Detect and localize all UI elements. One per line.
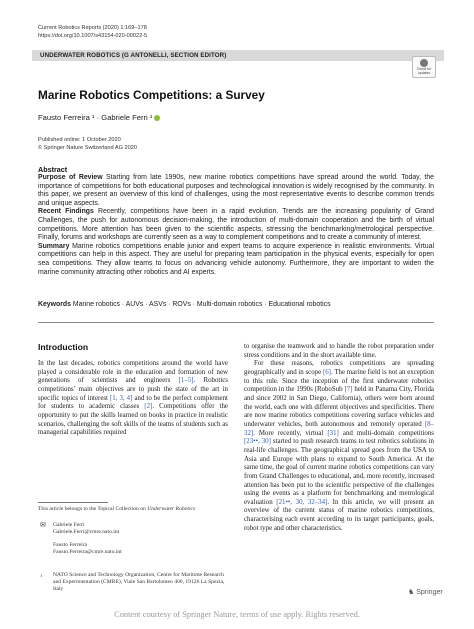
springer-logo <box>408 588 443 596</box>
section-bar <box>32 50 444 61</box>
abstract-label: Summary <box>38 242 70 250</box>
text-run: . More recently, virtual <box>253 429 328 437</box>
abstract-findings <box>38 208 434 242</box>
section-label: UNDERWATER ROBOTICS (G ANTONELLI, SECTION EDITOR) <box>40 51 227 59</box>
abstract-summary <box>38 243 434 277</box>
keywords-label: Keywords <box>38 301 71 308</box>
author-names[interactable]: Fausto Ferreira ¹ · Gabriele Ferri ¹ <box>38 113 153 122</box>
check-for-updates-badge[interactable] <box>412 56 436 78</box>
badge-line1: Check for <box>416 67 432 71</box>
text-run: . Robotics competitions’ main objectives are to push the state of the art in specific topics of interest <box>38 377 228 402</box>
journal-citation: Current Robotics Reports (2020) 1:169–178 <box>38 25 147 31</box>
abstract-text: Recently, competitions have been in a rapid evolution. Trends are the increasing popularity of Grand Challenges, the push for autonomous decision-making, the introduction of multi-domain cooperation and the birth of virtual competitions. More attention has been given to the scientific aspects, stressing the benchmarking/metrological perspective. Finally, forums and workshops are currently seen as a way to complement competitions and to create a community of interest. <box>38 208 434 242</box>
text-run: . In this article, we will present an overview of the current status of marine robotics competitions, characterising each event according to its target participants, goals, robot type and other characteristics. <box>244 498 434 532</box>
author-name: Gabriele Ferri <box>53 522 85 528</box>
citation-link[interactable]: [31] <box>327 429 339 437</box>
publisher-name: Springer <box>416 589 443 596</box>
abstract-text: Marine robotics competitions enable junior and expert teams to acquire experience in realistic environments. Virtual competitions can help in this aspect. They are useful for preparing team participation in the physical events, especially for open sea competitions. They allow teams to focus on advancing vehicle autonomy. Furthermore, they are important to widen the marine community attracting other robotics and AI experts. <box>38 242 434 276</box>
orcid-icon[interactable] <box>154 115 160 121</box>
citation-link[interactable]: [2] <box>144 403 153 411</box>
abstract-label: Purpose of Review <box>38 174 103 181</box>
collection-name: Underwater Robotics <box>147 506 196 512</box>
abstract-label: Recent Findings <box>38 208 94 216</box>
text-run: In the last decades, robotics competitions around the world have played a considerable role in the education and formation of new generations of scientists and engineers <box>38 360 228 385</box>
text-run: and multi-domain competitions <box>338 429 434 437</box>
text-run: . Competitions offer the opportunity to put the skills learned on books in practice in realistic scenarios, challenging the soft skills of the teams of students such as managerial capabilities required <box>38 403 228 437</box>
citation-link[interactable]: [1–5] <box>178 377 194 385</box>
divider <box>38 322 434 323</box>
collection-note <box>38 506 228 513</box>
abstract-heading: Abstract <box>38 165 68 174</box>
courtesy-footer: Content courtesy of Springer Nature, terms of use apply. Rights reserved. <box>114 610 360 619</box>
citation-link[interactable]: [6] <box>322 368 331 376</box>
affiliation-number: 1 <box>40 573 43 578</box>
badge-line2: updates <box>417 70 431 75</box>
keywords-list: Marine robotics · AUVs · ASVs · ROVs · Multi-domain robotics · Educational robotics <box>70 301 331 308</box>
text-run: started to push research teams to test robotics solutions in real-life challenges. The geographical spread goes from the USA to Asia and Europe with plans to expand to South America. At the same time, the goal of current marine robotics competitions can vary from Grand Challenges to educational, and, more recently, increased attention has been put to the scientific perspective of the challenges using the events as a platform for benchmarking and metrological evaluation <box>244 438 435 506</box>
paper-title: Marine Robotics Competitions: a Survey <box>38 88 265 102</box>
journal-info <box>38 24 147 40</box>
citation-link[interactable]: [7] <box>344 386 353 394</box>
text-run: held in Panama City, Florida and since 2002 in San Diego, California), others were born around the world, each one with different objectives and specificities. There are now marine robotics competitions covering surface vehicles and underwater vehicles, both autonomous and remotely operated <box>244 386 434 428</box>
left-column <box>38 360 228 438</box>
abstract-body <box>38 174 434 277</box>
published-date: Published online: 1 October 2020 <box>38 137 121 143</box>
right-column <box>244 343 434 533</box>
keywords <box>38 301 434 308</box>
abstract-text: Starting from late 1990s, new marine robotics competitions have spread around the world. Today, the importance of competitions for both educational purposes and technological innovation is widely recognised by the community. In this paper, we present an overview of this kind of challenges, using the most representative events to describe common trends and unique aspects. <box>38 174 434 207</box>
text-run: . The marine field is not an exception to this rule. Since the inception of the first underwater robotics competition in the 1990s (RoboSub <box>244 368 434 394</box>
publication-info <box>38 137 137 152</box>
intro-paragraph: to organise the teamwork and to handle the robot preparation under stress conditions and in the short available time. <box>244 343 434 359</box>
author-line <box>38 113 160 122</box>
correspondence <box>38 522 228 556</box>
text-run: This article belongs to the Topical Collection on <box>38 506 148 512</box>
intro-heading: Introduction <box>38 342 89 352</box>
citation-link[interactable]: [21••, 30, 32–34] <box>276 498 328 506</box>
footnote-rule <box>38 502 108 503</box>
author-email[interactable]: Fausto.Ferreira@cmre.nato.int <box>53 549 122 555</box>
abstract-purpose <box>38 174 434 208</box>
affiliation <box>38 572 228 593</box>
springer-icon: ♞ <box>408 589 415 596</box>
author-email[interactable]: Gabriele.Ferri@cmre.nato.int <box>53 529 120 535</box>
intro-paragraph <box>244 360 434 533</box>
text-run: For these reasons, robotics competitions are spreading geographically and in scope <box>244 360 434 376</box>
citation-link[interactable]: [23••, 30] <box>244 438 271 446</box>
affiliation-text: NATO Science and Technology Organization, Centre for Maritime Research and Experimentation (CMRE), Viale San Bartolomeo 400, 19126 La Spezia, Italy <box>53 572 225 592</box>
citation-link[interactable]: [1, 3, 4] <box>110 394 133 402</box>
text-run: and to be the perfect complement for students to academic classes <box>38 394 228 411</box>
update-icon <box>420 59 428 67</box>
copyright: © Springer Nature Switzerland AG 2020 <box>38 144 137 151</box>
mail-icon: ✉ <box>40 521 46 529</box>
doi-link[interactable]: https://doi.org/10.1007/s43154-020-00022-5 <box>38 33 148 39</box>
intro-paragraph <box>38 360 228 438</box>
citation-link[interactable]: [8–32] <box>244 420 434 437</box>
author-name: Fausto Ferreira <box>53 542 88 548</box>
